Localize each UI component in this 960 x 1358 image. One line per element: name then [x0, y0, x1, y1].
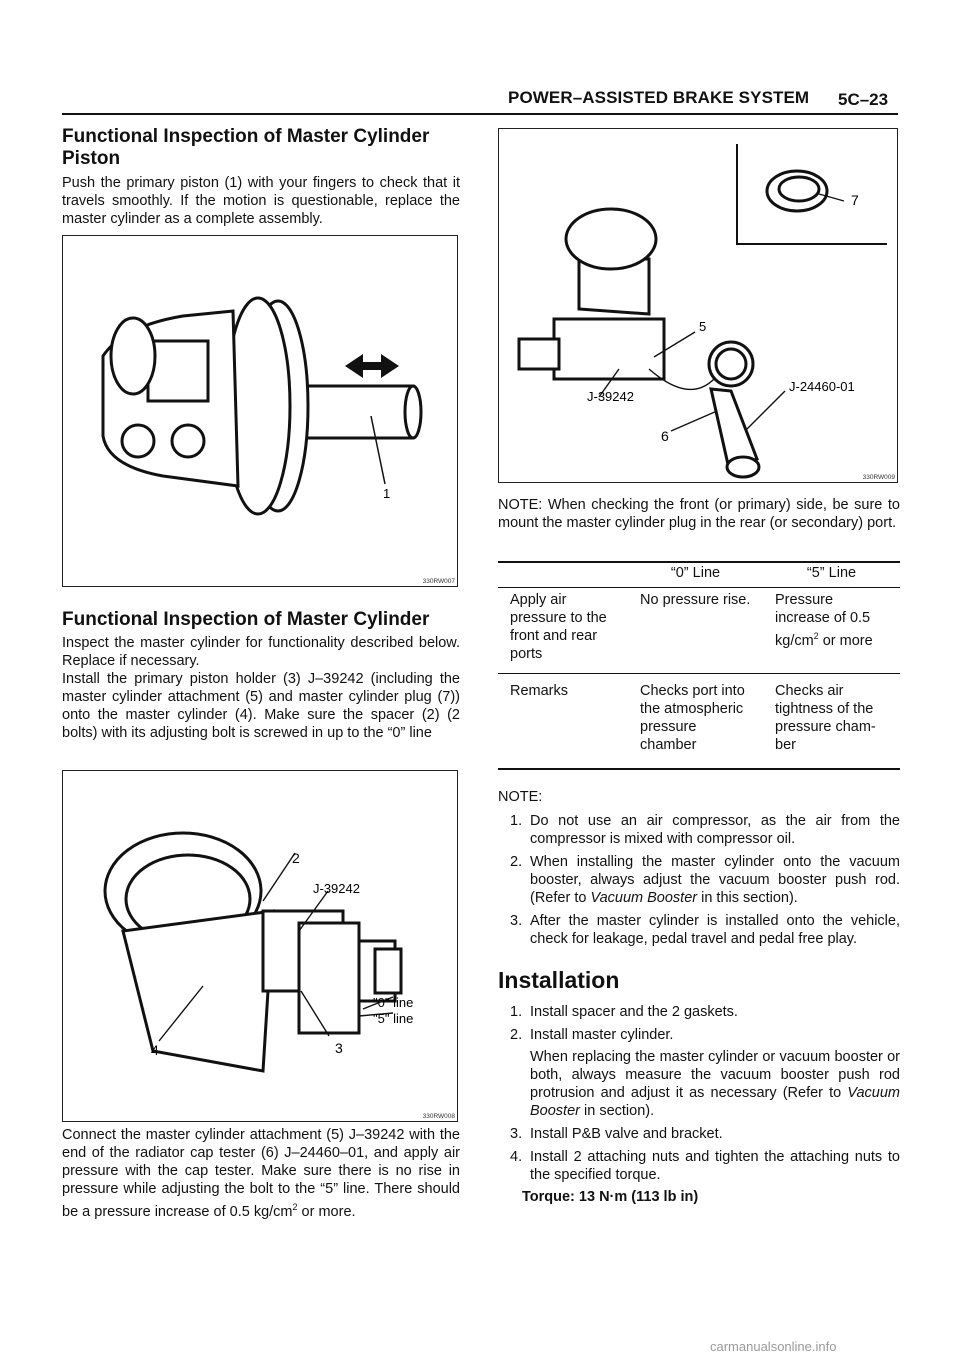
tool-label-j24460: J-24460-01	[789, 379, 855, 394]
text-part: or more.	[297, 1203, 356, 1220]
item-number: 1.	[510, 1004, 523, 1020]
tool-label-j39242: J-39242	[313, 881, 360, 896]
heading-piston-inspection: Functional Inspection of Master Cylinder Piston	[62, 126, 430, 169]
page-number: 5C–23	[838, 90, 889, 109]
inspection-text-2: Install the primary piston holder (3) J–39242 (including the master cylinder attachment (5) and master cylinder plug (7)) onto the master cylinder (4). Make sure the spacer (2) (2 bolts) with its adjusting bolt is screwed in up to the “0” line	[62, 671, 460, 741]
section-title: POWER–ASSISTED BRAKE SYSTEM	[508, 88, 810, 107]
figure-code: 330RW008	[422, 1113, 455, 1120]
piston-illustration	[63, 236, 457, 586]
table-row-label: Apply air pressure to the front and rear ports	[498, 588, 628, 674]
watermark: carmanualsonline.info	[710, 1339, 837, 1354]
callout-3: 3	[335, 1040, 343, 1056]
list-item	[510, 1125, 900, 1143]
heading-master-cylinder-inspection: Functional Inspection of Master Cylinder	[62, 609, 430, 630]
item-number: 4.	[510, 1149, 523, 1165]
torque-spec: Torque: 13 N·m (113 lb in)	[522, 1189, 699, 1205]
figure-code: 330RW007	[422, 578, 455, 585]
list-item	[510, 1003, 900, 1021]
item-number: 3.	[510, 913, 523, 929]
note-front-side: NOTE: When checking the front (or primary) side, be sure to mount the master cylinder plug in the rear (or secondary) port.	[498, 497, 900, 531]
table-cell: Checks port into the atmospheric pressure chamber	[640, 683, 745, 753]
figure-piston-holder	[62, 770, 458, 1122]
item-text: Do not use an air compressor, as the air from the compressor is mixed with compressor oil.	[530, 813, 900, 847]
table-cell: Checks air tightness of the pressure cham-ber	[775, 683, 876, 753]
item-text: in section).	[579, 1103, 655, 1119]
cap-tester-illustration	[499, 129, 897, 482]
list-item	[510, 912, 900, 948]
item-text: After the master cylinder is installed onto the vehicle, check for leakage, pedal travel and pedal free play.	[530, 913, 900, 947]
text-part: Connect the master cylinder attachment (5) J–39242 with the end of the radiator cap tester (6) J–24460–01, and apply air pressure with the cap tester. Make sure there is no rise in pressure while adjusting the bolt to the “5” line. There should be a pressure increase of 0.5 kg/cm	[62, 1127, 460, 1220]
note-label: NOTE:	[498, 789, 543, 805]
callout-4: 4	[151, 1042, 159, 1058]
item-text: When installing the master cylinder onto the vacuum booster, always adjust the vacuum booster push rod. (Refer to	[530, 854, 900, 906]
list-item	[510, 812, 900, 848]
list-item	[510, 853, 900, 907]
pressure-check-table	[498, 561, 900, 770]
installation-steps	[510, 1003, 900, 1189]
callout-5: 5	[699, 319, 707, 334]
callout-7: 7	[851, 192, 859, 208]
list-item	[510, 1026, 900, 1120]
figure-piston	[62, 235, 458, 587]
inspection-text-1: Inspect the master cylinder for functionality described below. Replace if necessary.	[62, 635, 460, 669]
tool-label-j39242: J-39242	[587, 389, 634, 404]
item-text: Install P&B valve and bracket.	[530, 1126, 723, 1142]
item-reference: Vacuum Booster	[530, 1085, 900, 1119]
zero-line-label: "0" line	[373, 995, 414, 1010]
superscript: 2	[292, 1202, 298, 1212]
table-cell: No pressure rise.	[628, 588, 763, 674]
text-part: Pressure increase of 0.5 kg/cm	[775, 592, 871, 649]
callout-6: 6	[661, 428, 669, 444]
callout-2: 2	[292, 850, 300, 866]
item-text: Install spacer and the 2 gaskets.	[530, 1004, 738, 1020]
table-header-blank	[498, 563, 628, 588]
table-header-zero: “0” Line	[628, 563, 763, 588]
figure-code: 330RW009	[862, 474, 895, 481]
item-subtext	[530, 1048, 900, 1120]
installation-heading: Installation	[498, 967, 620, 993]
item-number: 2.	[510, 854, 523, 870]
header-rule	[62, 113, 898, 115]
list-item	[510, 1148, 900, 1184]
inspection-text-3	[62, 1126, 460, 1221]
item-number: 2.	[510, 1027, 523, 1043]
table-cell	[763, 588, 900, 674]
item-number: 3.	[510, 1126, 523, 1142]
figure-cap-tester	[498, 128, 898, 483]
item-reference: Vacuum Booster	[590, 890, 698, 906]
table-row-label: Remarks	[510, 683, 569, 699]
note-list	[510, 812, 900, 953]
item-text: When replacing the master cylinder or vacuum booster or both, always measure the vacuum booster push rod protrusion and adjust it as necessary (Refer to	[530, 1049, 900, 1101]
item-number: 1.	[510, 813, 523, 829]
five-line-label: "5" line	[373, 1011, 414, 1026]
item-text: Install master cylinder.	[530, 1027, 674, 1043]
table-header-five: “5” Line	[763, 563, 900, 588]
piston-inspection-text: Push the primary piston (1) with your fingers to check that it travels smoothly. If the motion is questionable, replace the master cylinder as a complete assembly.	[62, 175, 460, 227]
item-text: Install 2 attaching nuts and tighten the attaching nuts to the specified torque.	[530, 1149, 900, 1183]
item-text: in this section).	[697, 890, 798, 906]
piston-holder-illustration	[63, 771, 457, 1121]
callout-1: 1	[383, 486, 391, 501]
text-part: or more	[818, 632, 873, 649]
superscript: 2	[813, 631, 819, 641]
